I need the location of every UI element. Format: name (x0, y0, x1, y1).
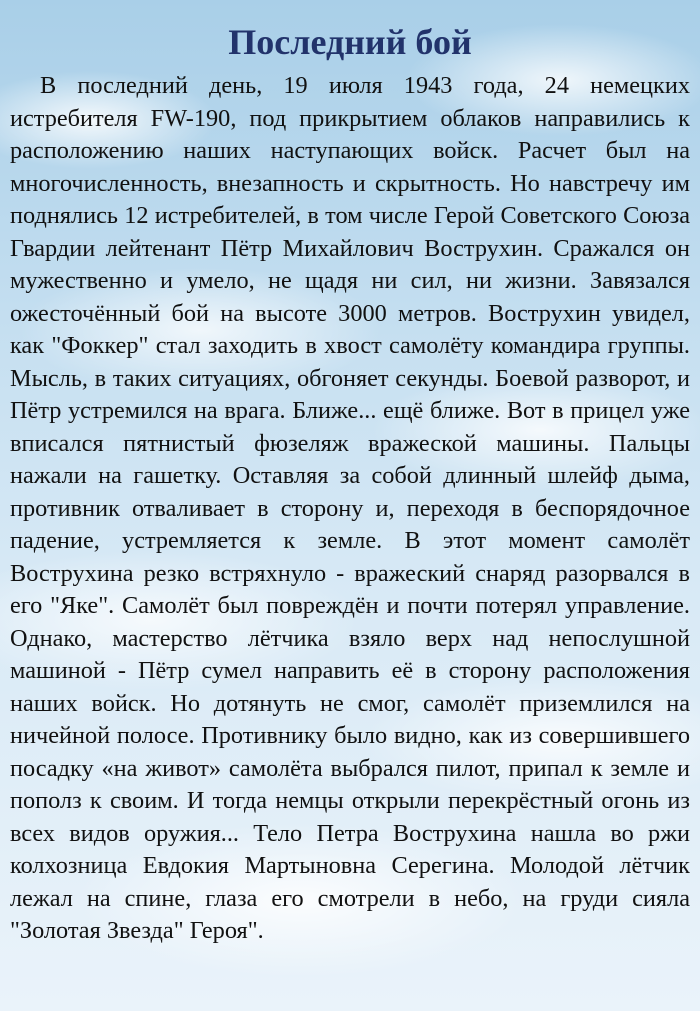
document-page (10, 18, 690, 1003)
body-paragraph: В последний день, 19 июля 1943 года, 24 немецких истребителя FW-190, под прикрытием облаков направились к расположению наших наступающих войск. Расчет был на многочисленность, внезапность и скрытность. Но навстречу им поднялись 12 истребителей, в том числе Герой Советского Союза Гвардии лейтенант Пётр Михайлович Вострухин. Сражался он мужественно и умело, не щадя ни сил, ни жизни. Завязался ожесточённый бой на высоте 3000 метров. Вострухин увидел, как "Фоккер" стал заходить в хвост самолёту командира группы. Мысль, в таких ситуациях, обгоняет секунды. Боевой разворот, и Пётр устремился на врага. Ближе... ещё ближе. Вот в прицел уже вписался пятнистый фюзеляж вражеской машины. Пальцы нажали на гашетку. Оставляя за собой длинный шлейф дыма, противник отваливает в сторону и, переходя в беспорядочное падение, устремляется к земле. В этот момент самолёт Вострухина резко встряхнуло - вражеский снаряд разорвался в его "Яке". Самолёт был повреждён и почти потерял управление. Однако, мастерство лётчика взяло верх над непослушной машиной - Пётр сумел направить её в сторону расположения наших войск. Но дотянуть не смог, самолёт приземлился на ничейной полосе. Противнику было видно, как из совершившего посадку «на живот» самолёта выбрался пилот, припал к земле и пополз к своим. И тогда немцы открыли перекрёстный огонь из всех видов оружия... Тело Петра Вострухина нашла во ржи колхозница Евдокия Мартыновна Серегина. Молодой лётчик лежал на спине, глаза его смотрели в небо, на груди сияла "Золотая Звезда" Героя". (10, 72, 690, 944)
page-title: Последний бой (228, 22, 472, 62)
